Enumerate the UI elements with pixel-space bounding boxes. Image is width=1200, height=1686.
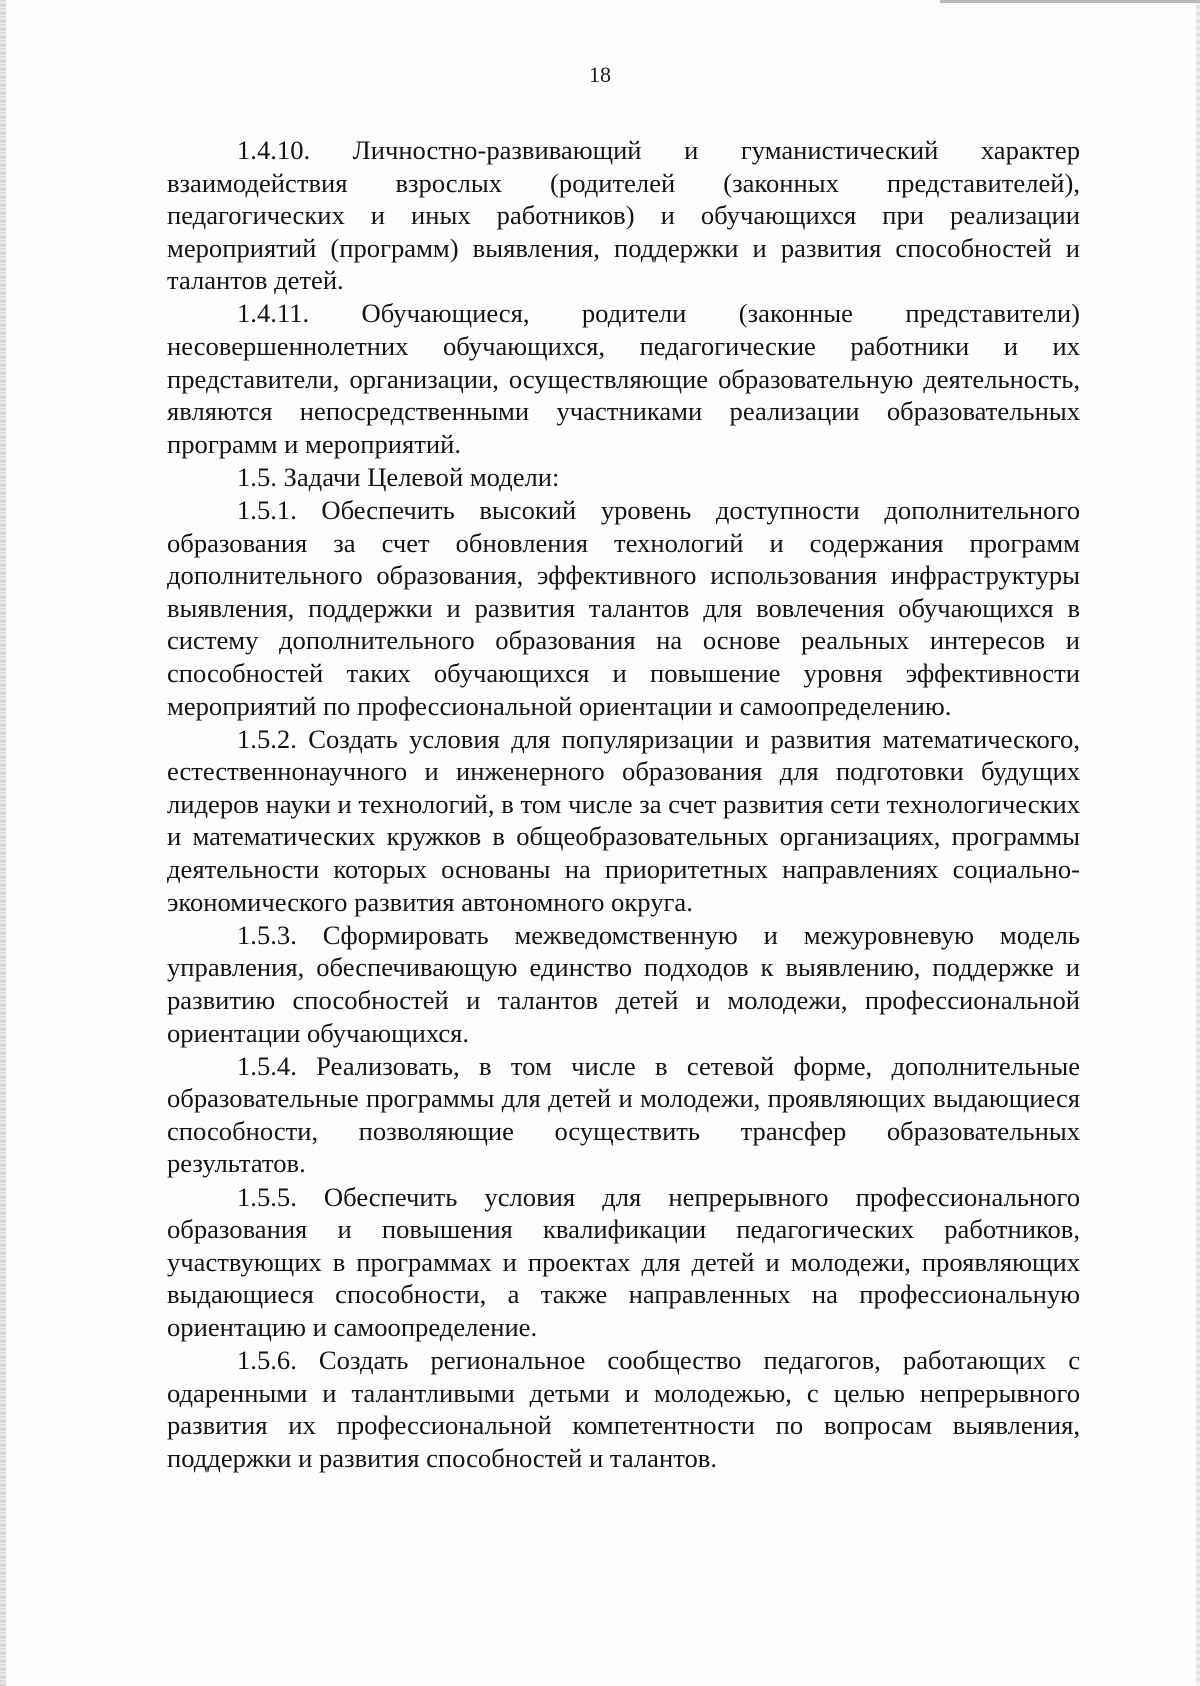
section-heading-1-5: 1.5. Задачи Целевой модели: (237, 461, 560, 492)
document-body (167, 134, 1080, 1474)
paragraph-1-5-1: 1.5.1. Обеспечить высокий уровень доступности дополнительного образования за счет обновления технологий и содержания программ дополнительного образования, эффективного использования инфраструктуры выявления, поддержки и развития талантов для вовлечения обучающихся в систему дополнительного образования на основе реальных интересов и способностей таких обучающихся и повышение уровня эффективности мероприятий по профессиональной ориентации и самоопределению. (167, 495, 1080, 721)
paragraph-1-4-10: 1.4.10. Личностно-развивающий и гуманистический характер взаимодействия взрослых (родителей (законных представителей), педагогических и иных работников) и обучающихся при реализации мероприятий (программ) выявления, поддержки и развития способностей и талантов детей. (167, 135, 1080, 296)
scan-edge-left (0, 0, 6, 1686)
paragraph-1-5-3: 1.5.3. Сформировать межведомственную и межуровневую модель управления, обеспечивающую единство подходов к выявлению, поддержке и развитию способностей и талантов детей и молодежи, профессиональной ориентации обучающихся. (167, 919, 1080, 1048)
paragraph-1-5-6: 1.5.6. Создать региональное сообщество педагогов, работающих с одаренными и талантливыми детьми и молодежью, с целью непрерывного развития их профессиональной компетентности по вопросам выявления, поддержки и развития способностей и талантов. (167, 1344, 1080, 1473)
scan-edge-top (940, 0, 1200, 3)
paragraph-1-5-4: 1.5.4. Реализовать, в том числе в сетевой форме, дополнительные образовательные программы для детей и молодежи, проявляющих выдающиеся способности, позволяющие осуществить трансфер образовательных результатов. (167, 1050, 1080, 1179)
scan-edge-right (1196, 0, 1200, 1686)
paragraph-1-4-11: 1.4.11. Обучающиеся, родители (законные представители) несовершеннолетних обучающихся, педагогические работники и их представители, организации, осуществляющие образовательную деятельность, являются непосредственными участниками реализации образовательных программ и мероприятий. (167, 298, 1080, 459)
paragraph-1-5-2: 1.5.2. Создать условия для популяризации и развития математического, естественнонаучного и инженерного образования для подготовки будущих лидеров науки и технологий, в том числе за счет развития сети технологических и математических кружков в общеобразовательных организациях, программы деятельности которых основаны на приоритетных направлениях социально-экономического развития автономного округа. (167, 723, 1080, 917)
page-number: 18 (589, 62, 611, 87)
paragraph-1-5-5: 1.5.5. Обеспечить условия для непрерывного профессионального образования и повышения квалификации педагогических работников, участвующих в программах и проектах для детей и молодежи, проявляющих выдающиеся способности, а также направленных на профессиональную ориентацию и самоопределение. (167, 1181, 1080, 1342)
